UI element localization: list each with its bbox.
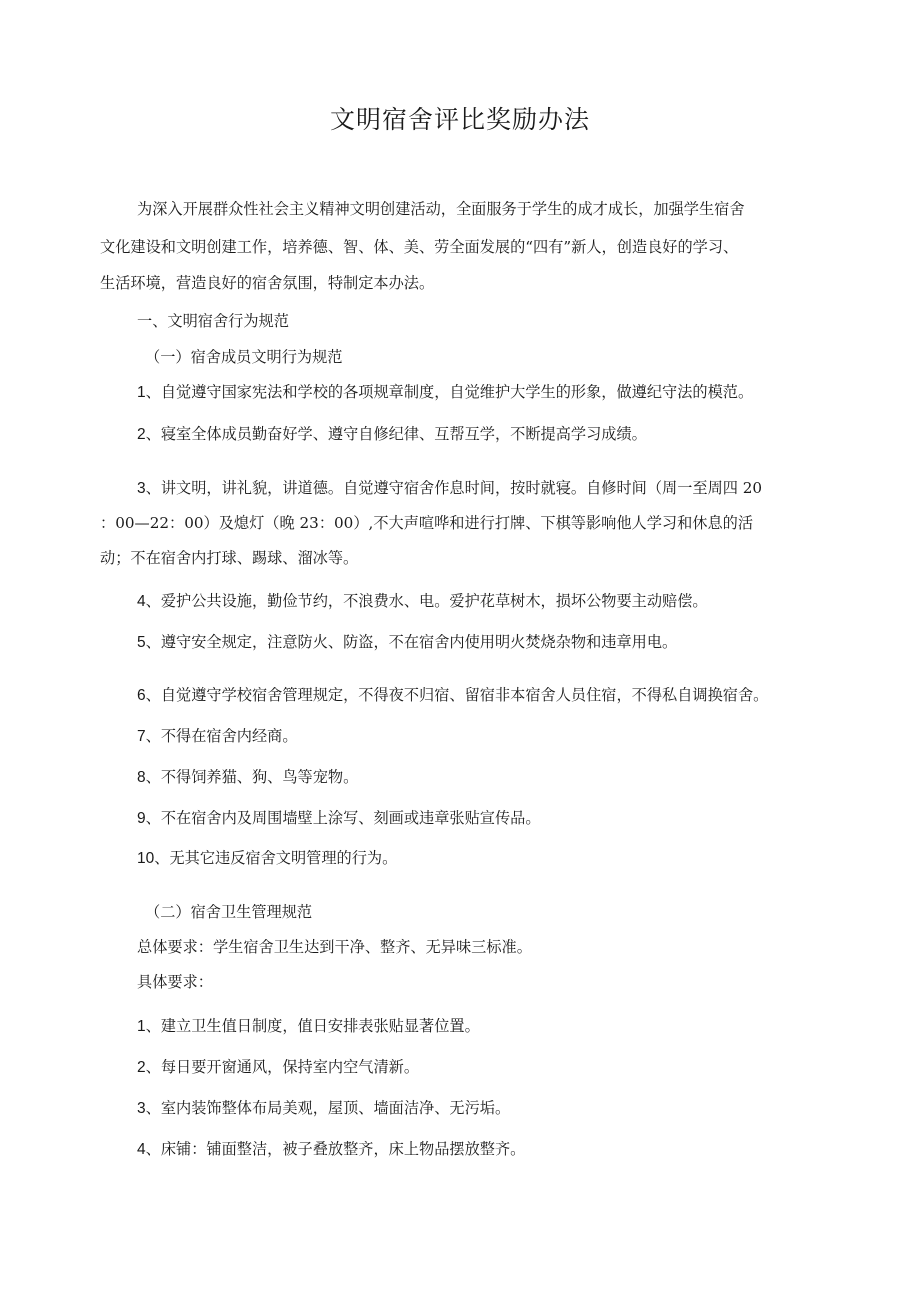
item-number: 3 (137, 1100, 146, 1117)
section-heading: 一、文明宿舍行为规范 (137, 312, 289, 330)
item-text: 动；不在宿舍内打球、踢球、溜冰等。 (100, 549, 359, 567)
item-text: 、遵守安全规定，注意防火、防盗，不在宿舍内使用明火焚烧杂物和违章用电。 (145, 633, 678, 651)
list-item (137, 1138, 867, 1161)
item-number: 6 (137, 687, 146, 704)
list-item (137, 766, 867, 789)
item-text: 、讲文明，讲礼貌，讲道德。自觉遵守宿舍作息时间，按时就寝。自修时间（周一至周四 20 (145, 479, 763, 497)
item-number: 3 (137, 480, 146, 497)
list-item (137, 807, 867, 830)
item-number: 1 (137, 384, 146, 401)
item-text: 、不得饲养猫、狗、鸟等宠物。 (145, 768, 359, 786)
item-number: 4 (137, 1141, 146, 1158)
item-number: 7 (137, 728, 146, 745)
item-number: 2 (137, 1059, 146, 1076)
item-number: 10 (137, 850, 155, 867)
item-number: 9 (137, 810, 146, 827)
general-requirement: 总体要求：学生宿舍卫生达到干净、整齐、无异味三标准。 (137, 938, 532, 956)
item-text: 、爱护公共设施，勤俭节约，不浪费水、电。爱护花草树木，损坏公物要主动赔偿。 (145, 592, 708, 610)
item-text: ：00—22：00）及熄灯（晚 23：00）,不大声喧哗和进行打牌、下棋等影响他人学习和休息的活 (100, 514, 754, 532)
list-item (137, 631, 867, 654)
list-item (137, 847, 867, 870)
item-text: 、不在宿舍内及周围墙壁上涂写、刻画或违章张贴宣传品。 (145, 809, 541, 827)
list-item (137, 1097, 867, 1120)
list-item-continuation (100, 547, 830, 570)
list-item-continuation (100, 512, 830, 535)
list-item (137, 684, 867, 707)
list-item (137, 423, 867, 446)
list-item (137, 725, 867, 748)
item-number: 8 (137, 769, 146, 786)
item-text: 、自觉遵守学校宿舍管理规定，不得夜不归宿、留宿非本宿舍人员住宿，不得私自调换宿舍。 (145, 686, 769, 704)
specific-requirement-label: 具体要求： (137, 973, 213, 991)
item-number: 5 (137, 634, 146, 651)
item-text: 、自觉遵守国家宪法和学校的各项规章制度，自觉维护大学生的形象，做遵纪守法的模范。 (145, 383, 754, 401)
item-text: 、室内装饰整体布局美观，屋顶、墙面洁净、无污垢。 (145, 1099, 511, 1117)
list-item (137, 1056, 867, 1079)
intro-line-2: 文化建设和文明创建工作，培养德、智、体、美、劳全面发展的“四有”新人，创造良好的学习、 (100, 238, 739, 256)
item-text: 、每日要开窗通风，保持室内空气清新。 (145, 1058, 419, 1076)
item-number: 1 (137, 1018, 146, 1035)
item-text: 、寝室全体成员勤奋好学、遵守自修纪律、互帮互学，不断提高学习成绩。 (145, 425, 647, 443)
item-number: 2 (137, 426, 146, 443)
item-text: 、不得在宿舍内经商。 (145, 727, 298, 745)
item-text: 、床铺：铺面整洁，被子叠放整齐，床上物品摆放整齐。 (145, 1140, 526, 1158)
document-title: 文明宿舍评比奖励办法 (329, 105, 590, 134)
item-text: 、无其它违反宿舍文明管理的行为。 (154, 849, 398, 867)
intro-line-3: 生活环境，营造良好的宿舍氛围，特制定本办法。 (100, 274, 435, 292)
subsection-heading: （二）宿舍卫生管理规范 (145, 903, 313, 921)
item-text: 、建立卫生值日制度，值日安排表张贴显著位置。 (145, 1017, 480, 1035)
list-item (137, 477, 867, 500)
intro-line-1: 为深入开展群众性社会主义精神文明创建活动，全面服务于学生的成才成长，加强学生宿舍 (137, 200, 745, 218)
list-item (137, 590, 867, 613)
subsection-heading: （一）宿舍成员文明行为规范 (145, 348, 343, 366)
item-number: 4 (137, 593, 146, 610)
list-item (137, 1015, 867, 1038)
list-item (137, 381, 867, 404)
